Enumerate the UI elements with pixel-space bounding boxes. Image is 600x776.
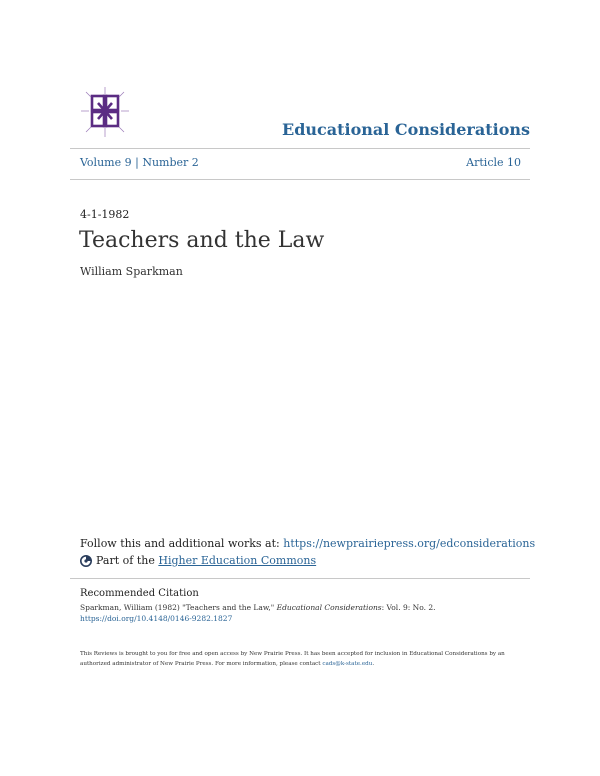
citation-before: Sparkman, William (1982) "Teachers and the Law," [80,603,277,612]
recommended-citation-heading: Recommended Citation [80,588,199,599]
publication-date: 4-1-1982 [80,208,130,221]
citation-text [80,602,520,624]
author-name: William Sparkman [80,265,183,278]
article-number-link[interactable]: Article 10 [466,156,521,169]
number-link[interactable]: Number 2 [142,156,199,169]
volume-link[interactable]: Volume 9 [80,156,132,169]
part-of-prefix: Part of the [96,554,155,567]
follow-url-link[interactable]: https://newprairiepress.org/edconsiderations [283,537,536,550]
header-divider [70,148,530,149]
network-commons-icon [80,555,92,567]
volume-divider [70,179,530,180]
citation-divider [70,578,530,579]
access-notice [80,649,520,669]
npp-logo-icon [80,86,130,138]
follow-prefix: Follow this and additional works at: [80,537,284,550]
article-title: Teachers and the Law [79,228,325,253]
citation-after: : Vol. 9: No. 2. [381,603,436,612]
citation-journal: Educational Considerations [276,603,382,612]
volume-separator: | [135,156,139,169]
doi-link[interactable]: https://doi.org/10.4148/0146-9282.1827 [80,614,233,623]
follow-line [80,537,535,550]
volume-number-line [80,156,199,169]
notice-text: This Reviews is brought to you for free and open access by New Prairie Press. It has been accepted for inclusion in Educational Considerations by an authorized administrator of New Prairie Press. For more information, please contact [80,651,505,667]
part-of-line [80,554,316,567]
notice-end: . [372,661,375,667]
contact-email-link[interactable]: cads@k-state.edu [322,661,373,667]
journal-title[interactable]: Educational Considerations [282,120,530,139]
higher-education-commons-link[interactable]: Higher Education Commons [158,554,317,567]
